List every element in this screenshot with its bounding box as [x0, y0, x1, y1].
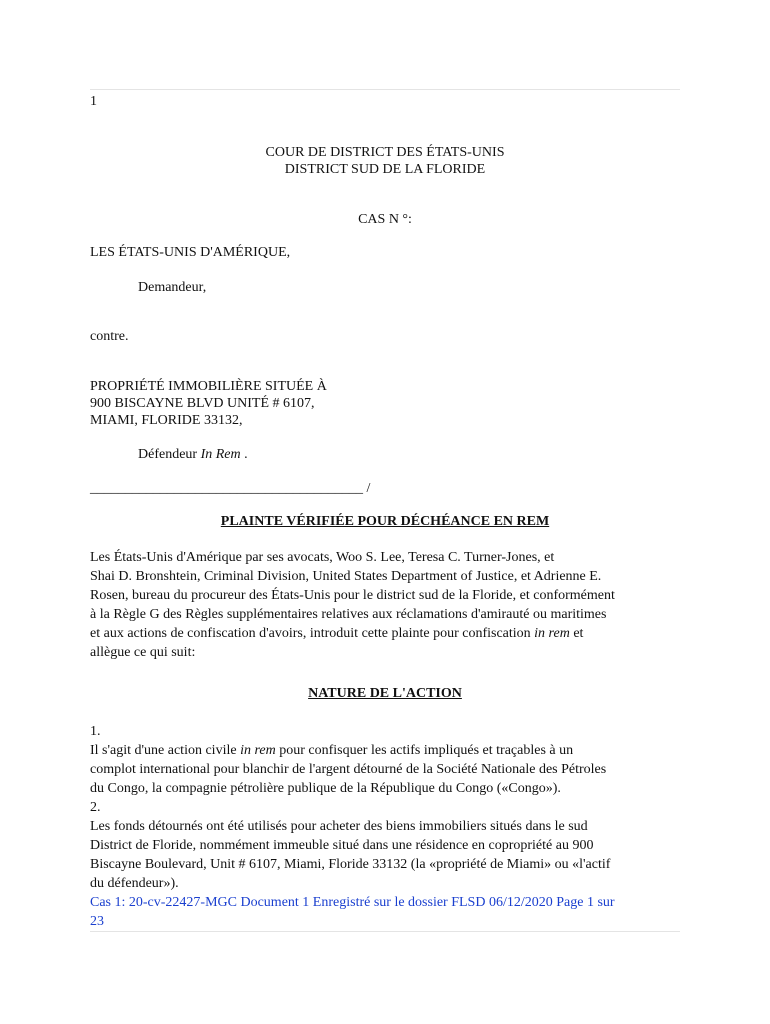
plaintiff-name: LES ÉTATS-UNIS D'AMÉRIQUE,: [90, 245, 291, 260]
defendant-role-prefix: Défendeur: [138, 447, 201, 462]
versus-text: contre.: [90, 329, 129, 344]
court-district: DISTRICT SUD DE LA FLORIDE: [284, 162, 486, 177]
page-number: 1: [90, 94, 97, 109]
item-number: 2.: [90, 800, 101, 815]
intro-line: à la Règle G des Règles supplémentaires relatives aux réclamations d'amirauté ou maritimes: [90, 607, 607, 622]
intro-line-text: et aux actions de confiscation d'avoirs, introduit cette plainte pour confiscation: [90, 626, 535, 641]
top-rule: [90, 89, 680, 90]
case-number: CAS N °:: [358, 212, 412, 227]
item-line-text: pour confisquer les actifs impliqués et traçables à un: [275, 743, 574, 758]
bottom-rule: [90, 931, 680, 932]
intro-line: allègue ce qui suit:: [90, 645, 196, 660]
defendant-line-2: 900 BISCAYNE BLVD UNITÉ # 6107,: [90, 396, 315, 411]
intro-line: Shai D. Bronshtein, Criminal Division, United States Department of Justice, et Adrienne E.: [90, 569, 602, 584]
defendant-role: [138, 445, 248, 464]
section-heading: NATURE DE L'ACTION: [308, 686, 462, 701]
intro-line: [90, 624, 680, 643]
item-line: [90, 741, 680, 760]
item-line: du défendeur»).: [90, 876, 179, 891]
intro-line: Les États-Unis d'Amérique par ses avocats, Woo S. Lee, Teresa C. Turner-Jones, et: [90, 550, 555, 565]
signature-line: _______________________________________ /: [90, 481, 371, 496]
item-line: Biscayne Boulevard, Unit # 6107, Miami, Floride 33132 (la «propriété de Miami» ou «l'actif: [90, 857, 611, 872]
item-line: District de Floride, nommément immeuble situé dans une résidence en copropriété au 900: [90, 838, 594, 853]
intro-line: Rosen, bureau du procureur des États-Unis pour le district sud de la Floride, et conformément: [90, 588, 615, 603]
complaint-title: PLAINTE VÉRIFIÉE POUR DÉCHÉANCE EN REM: [220, 514, 550, 529]
page-footer: [90, 893, 680, 931]
intro-paragraph: [90, 548, 680, 662]
item-line-italic: in rem: [240, 743, 276, 758]
defendant-role-suffix: .: [240, 447, 248, 462]
footer-line: 23: [90, 914, 104, 929]
plaintiff-role: Demandeur,: [138, 280, 207, 295]
nature-paragraphs: [90, 722, 680, 893]
footer-line: Cas 1: 20-cv-22427-MGC Document 1 Enregistré sur le dossier FLSD 06/12/2020 Page 1 sur: [90, 895, 615, 910]
item-line: Les fonds détournés ont été utilisés pour acheter des biens immobiliers situés dans le sud: [90, 819, 588, 834]
court-name: COUR DE DISTRICT DES ÉTATS-UNIS: [265, 145, 505, 160]
item-line: complot international pour blanchir de l'argent détourné de la Société Nationale des Pétroles: [90, 762, 607, 777]
defendant-line-1: PROPRIÉTÉ IMMOBILIÈRE SITUÉE À: [90, 379, 327, 394]
intro-line-italic: in rem: [534, 626, 570, 641]
item-number: 1.: [90, 724, 101, 739]
intro-line-text: et: [569, 626, 584, 641]
defendant-role-italic: In Rem: [200, 447, 241, 462]
defendant-line-3: MIAMI, FLORIDE 33132,: [90, 413, 243, 428]
item-line: du Congo, la compagnie pétrolière publique de la République du Congo («Congo»).: [90, 781, 561, 796]
item-line-text: Il s'agit d'une action civile: [90, 743, 241, 758]
